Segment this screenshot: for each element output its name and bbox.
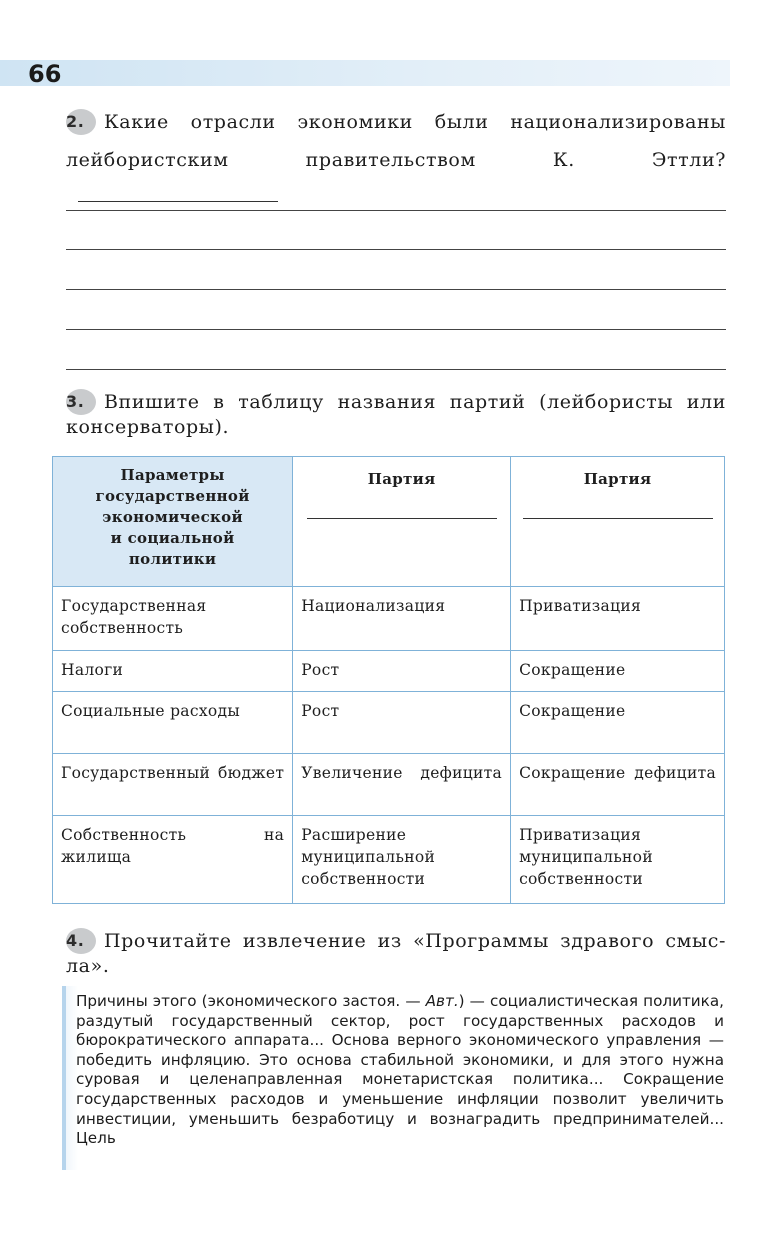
param-cell: Налоги xyxy=(53,651,293,692)
party-1-header: Партия xyxy=(293,457,511,587)
party-1-cell: Расширение муниципальной собственности xyxy=(293,816,511,904)
param-cell: Социальные расходы xyxy=(53,692,293,754)
question-2-line-1: 2. Какие отрасли экономики были национализированы xyxy=(66,111,726,133)
params-header: Параметры государственной экономической и социальной политики xyxy=(53,457,293,587)
question-4-line-2: ла». xyxy=(66,955,110,977)
question-2-line-2: лейбористским правительством К. Эттли? xyxy=(66,141,726,217)
question-2 xyxy=(66,103,726,217)
parties-table xyxy=(52,456,725,904)
answer-line[interactable] xyxy=(66,369,726,370)
party-2-cell: Сокращение xyxy=(511,651,725,692)
party-2-cell: Сокращение дефицита xyxy=(511,754,725,816)
party-1-blank[interactable] xyxy=(307,518,497,519)
question-3-line-2: консерваторы). xyxy=(66,416,230,438)
question-4-line-1: 4. Прочитайте извлечение из «Программы здравого смыс- xyxy=(66,930,726,952)
party-1-cell: Увеличение дефицита xyxy=(293,754,511,816)
page-number: 66 xyxy=(28,60,62,88)
answer-line[interactable] xyxy=(66,210,726,211)
party-2-cell: Приватизация xyxy=(511,587,725,651)
answer-blank[interactable] xyxy=(78,201,278,202)
question-number-badge: 4. xyxy=(66,928,96,954)
question-3-line-1: 3. Впишите в таблицу названия партий (лейбористы или xyxy=(66,391,726,413)
page-header-band xyxy=(0,60,730,86)
question-4 xyxy=(66,928,726,979)
question-3 xyxy=(66,389,726,440)
party-2-cell: Сокращение xyxy=(511,692,725,754)
question-number-badge: 2. xyxy=(66,109,96,135)
table-row xyxy=(53,651,725,692)
table-row xyxy=(53,692,725,754)
param-cell: Государственная собственность xyxy=(53,587,293,651)
party-1-cell: Рост xyxy=(293,651,511,692)
answer-line[interactable] xyxy=(66,289,726,290)
party-1-cell: Национализация xyxy=(293,587,511,651)
question-number-badge: 3. xyxy=(66,389,96,415)
table-row xyxy=(53,754,725,816)
answer-line[interactable] xyxy=(66,329,726,330)
author-abbr: Авт. xyxy=(425,992,459,1010)
param-cell: Государственный бюджет xyxy=(53,754,293,816)
table-row xyxy=(53,587,725,651)
answer-line[interactable] xyxy=(66,249,726,250)
param-cell: Собственность на жилища xyxy=(53,816,293,904)
party-1-cell: Рост xyxy=(293,692,511,754)
party-2-cell: Приватизация муниципальной собственности xyxy=(511,816,725,904)
table-header-row xyxy=(53,457,725,587)
quote-text: Причины этого (экономического застоя. — Авт.) — социалистическая политика, раздутый государственный сектор, рост государственных расходов и бюрократического аппарата... Основа верного экономического управления — победить инфляцию. Это основа стабильной экономики, и для этого нужна суровая и целенаправленная монетаристская политика... Сокращение государственных расходов и уменьшение инфляции позволит увеличить инвестиции, уменьшить безработицу и вознаградить предпринимателей... Цель xyxy=(76,992,724,1148)
quote-excerpt xyxy=(62,986,724,1170)
party-2-blank[interactable] xyxy=(523,518,713,519)
table-row xyxy=(53,816,725,904)
party-2-header: Партия xyxy=(511,457,725,587)
